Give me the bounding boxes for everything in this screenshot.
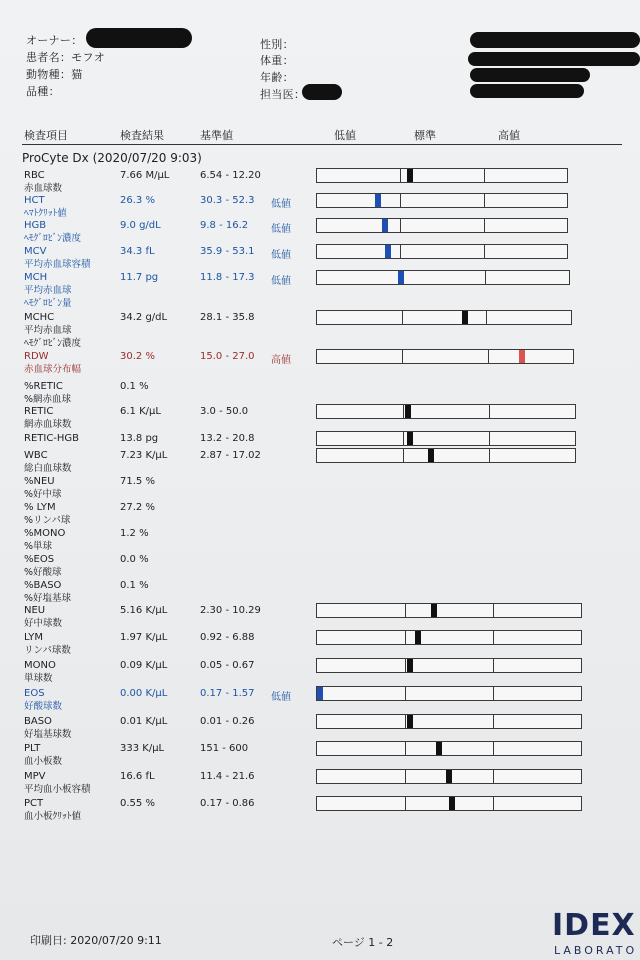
range-gauge (316, 603, 582, 618)
range-gauge (316, 168, 568, 183)
gauge-divider (484, 169, 485, 182)
gauge-marker (407, 715, 413, 728)
gauge-divider (405, 797, 406, 810)
test-name: MCHC (24, 312, 55, 323)
gauge-marker (415, 631, 421, 644)
analyzer-title: ProCyte Dx (2020/07/20 9:03) (22, 151, 202, 165)
gauge-divider (400, 194, 401, 207)
range-gauge (316, 270, 570, 285)
test-name-jp: 平均赤血球 ﾍﾓｸﾞﾛﾋﾞﾝ濃度 (24, 325, 82, 349)
redaction-right-1 (470, 32, 640, 48)
range-gauge (316, 741, 582, 756)
range-gauge (316, 349, 574, 364)
gauge-divider (405, 687, 406, 700)
sex-label: 性別： (260, 38, 294, 51)
result-row-mch (0, 272, 640, 312)
range-gauge (316, 448, 576, 463)
redaction-owner (86, 28, 192, 48)
gauge-marker (407, 659, 413, 672)
redaction-right-4 (470, 84, 584, 98)
gauge-divider (403, 432, 404, 445)
reference-range: 0.17 - 1.57 (200, 688, 255, 699)
test-name-jp: 赤血球数 (24, 183, 63, 194)
breed-label: 品種： (26, 85, 60, 98)
test-value: 13.8 pg (120, 433, 159, 444)
test-name-jp: %網赤血球 (24, 394, 72, 405)
gauge-divider (484, 245, 485, 258)
test-value: 26.3 % (120, 195, 155, 206)
gauge-marker (519, 350, 525, 363)
test-name: HCT (24, 195, 45, 206)
test-name: EOS (24, 688, 45, 699)
gauge-divider (405, 604, 406, 617)
redaction-right-3 (470, 68, 590, 82)
logo-mark: IDEX (552, 908, 636, 943)
reference-range: 0.92 - 6.88 (200, 632, 255, 643)
test-name: BASO (24, 716, 52, 727)
gauge-divider (489, 432, 490, 445)
reference-range: 2.87 - 17.02 (200, 450, 261, 461)
test-value: 34.3 fL (120, 246, 155, 257)
gauge-divider (405, 742, 406, 755)
test-name-jp: %単球 (24, 541, 53, 552)
print-date: 印刷日: 2020/07/20 9:11 (30, 934, 162, 947)
reference-range: 3.0 - 50.0 (200, 406, 249, 417)
reference-range: 15.0 - 27.0 (200, 351, 255, 362)
header-normal: 標準 (414, 129, 436, 142)
test-value: 34.2 g/dL (120, 312, 168, 323)
reference-range: 35.9 - 53.1 (200, 246, 255, 257)
gauge-marker (317, 687, 323, 700)
test-name-jp: ﾍﾏﾄｸﾘｯﾄ値 (24, 208, 67, 219)
gauge-divider (484, 219, 485, 232)
gauge-marker (449, 797, 455, 810)
test-value: 6.1 K/μL (120, 406, 161, 417)
idexx-logo (548, 908, 640, 960)
gauge-divider (405, 715, 406, 728)
gauge-divider (493, 604, 494, 617)
header-high: 高値 (498, 129, 520, 142)
test-name: %NEU (24, 476, 55, 487)
range-gauge (316, 218, 568, 233)
test-name-jp: リンパ球数 (24, 645, 71, 656)
test-name: RDW (24, 351, 49, 362)
test-name-jp: 好中球数 (24, 618, 63, 629)
test-name: RBC (24, 170, 45, 181)
gauge-divider (493, 742, 494, 755)
gauge-divider (493, 659, 494, 672)
test-name-jp: %リンパ球 (24, 515, 71, 526)
gauge-marker (405, 405, 411, 418)
test-name: MCH (24, 272, 48, 283)
reference-range: 6.54 - 12.20 (200, 170, 261, 181)
patient-name: 患者名：モフオ (26, 51, 105, 64)
test-name-jp: 総白血球数 (24, 463, 72, 474)
header-result: 検査結果 (120, 129, 164, 142)
age-label: 年齢： (260, 71, 294, 84)
test-name-jp: 平均赤血球容積 (24, 259, 91, 270)
gauge-divider (403, 449, 404, 462)
gauge-divider (493, 797, 494, 810)
test-value: 30.2 % (120, 351, 155, 362)
range-gauge (316, 658, 582, 673)
range-gauge (316, 796, 582, 811)
doctor-label: 担当医： (260, 88, 306, 101)
test-value: 7.23 K/μL (120, 450, 168, 461)
test-value: 0.00 K/μL (120, 688, 168, 699)
test-name: HGB (24, 220, 47, 231)
gauge-divider (400, 169, 401, 182)
gauge-divider (402, 350, 403, 363)
flag-label: 低値 (271, 250, 291, 261)
owner-label: オーナー： (26, 34, 83, 47)
reference-range: 9.8 - 16.2 (200, 220, 249, 231)
range-gauge (316, 310, 572, 325)
header-rule (22, 144, 622, 145)
test-value: 0.0 % (120, 554, 149, 565)
test-name-jp: 網赤血球数 (24, 419, 72, 430)
range-gauge (316, 630, 582, 645)
test-name-jp: 好塩基球数 (24, 729, 72, 740)
test-name: RETIC-HGB (24, 433, 80, 444)
test-value: 1.97 K/μL (120, 632, 168, 643)
gauge-divider (486, 311, 487, 324)
gauge-marker (436, 742, 442, 755)
gauge-divider (489, 405, 490, 418)
gauge-marker (407, 432, 413, 445)
test-value: 7.66 M/μL (120, 170, 170, 181)
test-name-jp: 血小板ｸﾘｯﾄ値 (24, 811, 82, 822)
test-name-jp: 単球数 (24, 673, 53, 684)
reference-range: 0.01 - 0.26 (200, 716, 255, 727)
test-name: MPV (24, 771, 46, 782)
gauge-divider (484, 194, 485, 207)
gauge-divider (403, 405, 404, 418)
reference-range: 30.3 - 52.3 (200, 195, 255, 206)
range-gauge (316, 769, 582, 784)
test-name: NEU (24, 605, 46, 616)
gauge-divider (400, 219, 401, 232)
header-low: 低値 (334, 129, 356, 142)
test-value: 0.1 % (120, 580, 149, 591)
test-value: 9.0 g/dL (120, 220, 161, 231)
gauge-marker (428, 449, 434, 462)
gauge-divider (493, 770, 494, 783)
range-gauge (316, 686, 582, 701)
test-value: 71.5 % (120, 476, 155, 487)
range-gauge (316, 431, 576, 446)
gauge-marker (462, 311, 468, 324)
test-value: 16.6 fL (120, 771, 155, 782)
test-name-jp: ﾍﾓｸﾞﾛﾋﾞﾝ濃度 (24, 233, 82, 244)
weight-label: 体重： (260, 54, 294, 67)
flag-label: 低値 (271, 199, 291, 210)
gauge-marker (382, 219, 388, 232)
test-value: 0.55 % (120, 798, 155, 809)
test-value: 333 K/μL (120, 743, 165, 754)
reference-range: 0.05 - 0.67 (200, 660, 255, 671)
test-name: %BASO (24, 580, 62, 591)
gauge-divider (493, 687, 494, 700)
header-reference: 基準値 (200, 129, 233, 142)
test-name: MONO (24, 660, 56, 671)
test-value: 0.09 K/μL (120, 660, 168, 671)
test-name-jp: 血小板数 (24, 756, 63, 767)
test-name: RETIC (24, 406, 54, 417)
page-number: ページ 1 - 2 (332, 936, 394, 949)
flag-label: 低値 (271, 224, 291, 235)
test-name-jp: 平均血小板容積 (24, 784, 91, 795)
test-name-jp: 平均赤血球 ﾍﾓｸﾞﾛﾋﾞﾝ量 (24, 285, 72, 309)
header-test-item: 検査項目 (24, 129, 68, 142)
reference-range: 13.2 - 20.8 (200, 433, 255, 444)
gauge-marker (385, 245, 391, 258)
result-row-mchc (0, 312, 640, 352)
gauge-divider (493, 715, 494, 728)
test-name: MCV (24, 246, 47, 257)
reference-range: 151 - 600 (200, 743, 249, 754)
gauge-divider (405, 659, 406, 672)
test-name-jp: %好中球 (24, 489, 62, 500)
test-name: %MONO (24, 528, 66, 539)
gauge-marker (446, 770, 452, 783)
test-value: 5.16 K/μL (120, 605, 168, 616)
gauge-divider (485, 271, 486, 284)
species: 動物種：猫 (26, 68, 83, 81)
range-gauge (316, 244, 568, 259)
gauge-marker (407, 169, 413, 182)
test-name-jp: %好塩基球 (24, 593, 72, 604)
redaction-doctor (302, 84, 342, 100)
redaction-right-2 (468, 52, 640, 66)
gauge-marker (431, 604, 437, 617)
test-name: % LYM (24, 502, 56, 513)
test-name: LYM (24, 632, 43, 643)
test-value: 0.1 % (120, 381, 149, 392)
reference-range: 2.30 - 10.29 (200, 605, 261, 616)
test-name-jp: %好酸球 (24, 567, 62, 578)
test-name: %RETIC (24, 381, 63, 392)
test-value: 27.2 % (120, 502, 155, 513)
flag-label: 高値 (271, 355, 291, 366)
test-name: PCT (24, 798, 44, 809)
test-value: 11.7 pg (120, 272, 159, 283)
result-row-pct (0, 798, 640, 838)
gauge-marker (375, 194, 381, 207)
range-gauge (316, 714, 582, 729)
range-gauge (316, 193, 568, 208)
flag-label: 低値 (271, 276, 291, 287)
reference-range: 0.17 - 0.86 (200, 798, 255, 809)
flag-label: 低値 (271, 692, 291, 703)
reference-range: 11.8 - 17.3 (200, 272, 255, 283)
gauge-divider (400, 245, 401, 258)
test-name: PLT (24, 743, 41, 754)
reference-range: 28.1 - 35.8 (200, 312, 255, 323)
gauge-marker (398, 271, 404, 284)
test-value: 0.01 K/μL (120, 716, 168, 727)
test-value: 1.2 % (120, 528, 149, 539)
gauge-divider (402, 311, 403, 324)
gauge-divider (489, 449, 490, 462)
gauge-divider (405, 631, 406, 644)
gauge-divider (405, 770, 406, 783)
gauge-divider (493, 631, 494, 644)
test-name: WBC (24, 450, 48, 461)
logo-sub: LABORATO (554, 944, 638, 957)
test-name-jp: 好酸球数 (24, 701, 63, 712)
test-name-jp: 赤血球分布幅 (24, 364, 82, 375)
range-gauge (316, 404, 576, 419)
gauge-divider (488, 350, 489, 363)
test-name: %EOS (24, 554, 55, 565)
reference-range: 11.4 - 21.6 (200, 771, 255, 782)
